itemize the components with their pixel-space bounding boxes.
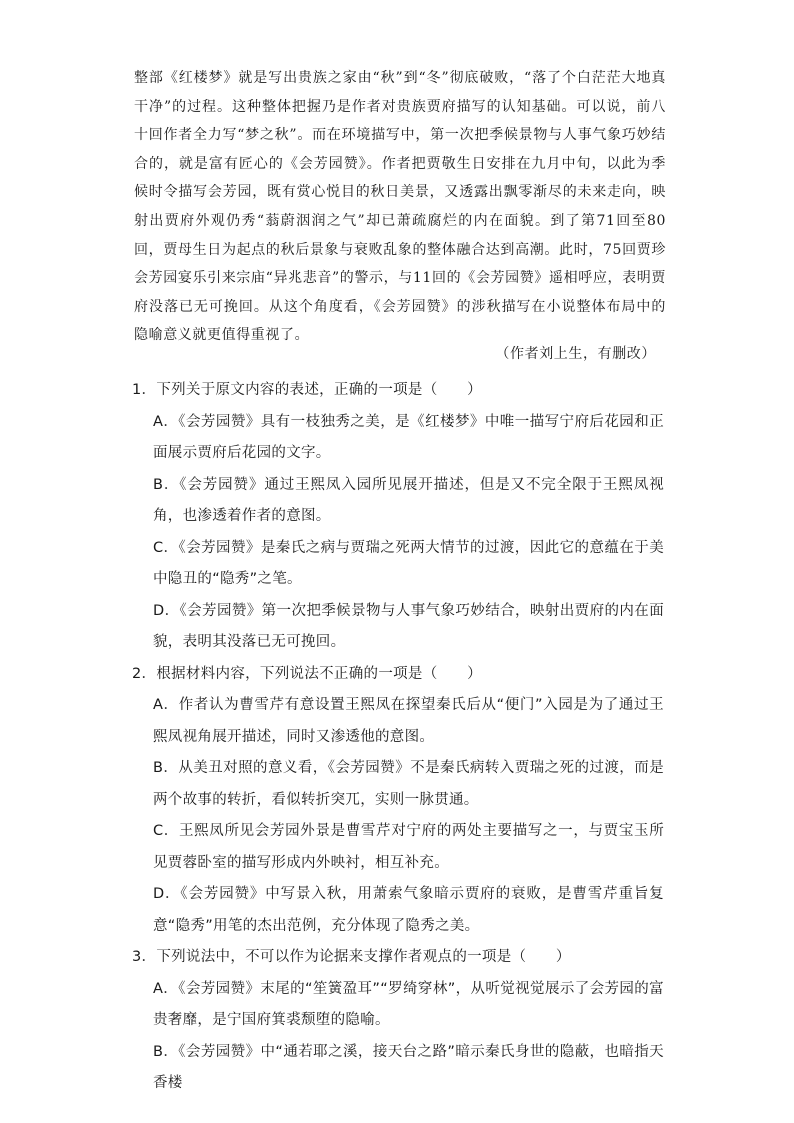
passage-text [134, 64, 666, 350]
question-stem: 2．根据材料内容，下列说法不正确的一项是（ ） [132, 665, 482, 682]
option-d: D．《会芳园赞》中写景入秋，用萧索气象暗示贾府的衰败，是曹雪芹重旨复意“隐秀”用笔的杰出范例，充分体现了隐秀之美。 [153, 886, 664, 934]
option-a: A．《会芳园赞》末尾的“笙簧盈耳”“罗绮穿林”，从听觉视觉展示了会芳园的富贵奢靡，是宁国府箕裘颓堕的隐喻。 [153, 980, 664, 1028]
question-1 [132, 375, 664, 659]
option-b: B．《会芳园赞》通过王熙凤入园所见展开描述，但是又不完全限于王熙凤视角，也渗透着作者的意图。 [153, 476, 664, 524]
option-c: C．《会芳园赞》是秦氏之病与贾瑞之死两大情节的过渡，因此它的意蕴在于美中隐丑的“隐秀”之笔。 [153, 539, 664, 587]
option-b: B．从美丑对照的意义看，《会芳园赞》不是秦氏病转入贾瑞之死的过渡，而是两个故事的转折，看似转折突兀，实则一脉贯通。 [153, 760, 664, 808]
option-b: B．《会芳园赞》中“通若耶之溪，接天台之路”暗示秦氏身世的隐蔽，也暗指天香楼 [153, 1043, 664, 1091]
question-list [132, 375, 664, 1100]
question-2 [132, 659, 664, 943]
option-a: A．《会芳园赞》具有一枝独秀之美，是《红楼梦》中唯一描写宁府后花园和正面展示贾府后花园的文字。 [153, 413, 664, 461]
question-3 [132, 942, 664, 1100]
option-c: C．王熙凤所见会芳园外景是曹雪芹对宁府的两处主要描写之一，与贾宝玉所见贾蓉卧室的描写形成内外映衬，相互补充。 [153, 823, 664, 871]
question-stem: 1．下列关于原文内容的表述，正确的一项是（ ） [132, 382, 482, 398]
author-credit: （作者刘上生，有删改） [495, 346, 656, 362]
question-stem: 3．下列说法中，不可以作为论据来支撑作者观点的一项是（ ） [132, 949, 571, 965]
option-a: A．作者认为曹雪芹有意设置王熙凤在探望秦氏后从“便门”入园是为了通过王熙凤视角展开描述，同时又渗透他的意图。 [153, 697, 664, 745]
passage-paragraph: 整部《红楼梦》就是写出贵族之家由“秋”到“冬”彻底破败，“落了个白茫茫大地真干净”的过程。这种整体把握乃是作者对贵族贾府描写的认知基础。可以说，前八十回作者全力写“梦之秋”。而在环境描写中，第一次把季候景物与人事气象巧妙结合的，就是富有匠心的《会芳园赞》。作者把贾敬生日安排在九月中旬，以此为季候时令描写会芳园，既有赏心悦目的秋日美景，又透露出飘零渐尽的未来走向，映射出贾府外观仍秀“蓊蔚洇润之气”却已萧疏腐烂的内在面貌。到了第71回至80回，贾母生日为起点的秋后景象与衰败乱象的整体融合达到高潮。此时，75回贾珍会芳园宴乐引来宗庙“异兆悲音”的警示，与11回的《会芳园赞》遥相呼应，表明贾府没落已无可挽回。从这个角度看，《会芳园赞》的涉秋描写在小说整体布局中的隐喻意义就更值得重视了。 [134, 70, 666, 344]
option-d: D．《会芳园赞》第一次把季候景物与人事气象巧妙结合，映射出贾府的内在面貌，表明其没落已无可挽回。 [153, 602, 664, 650]
